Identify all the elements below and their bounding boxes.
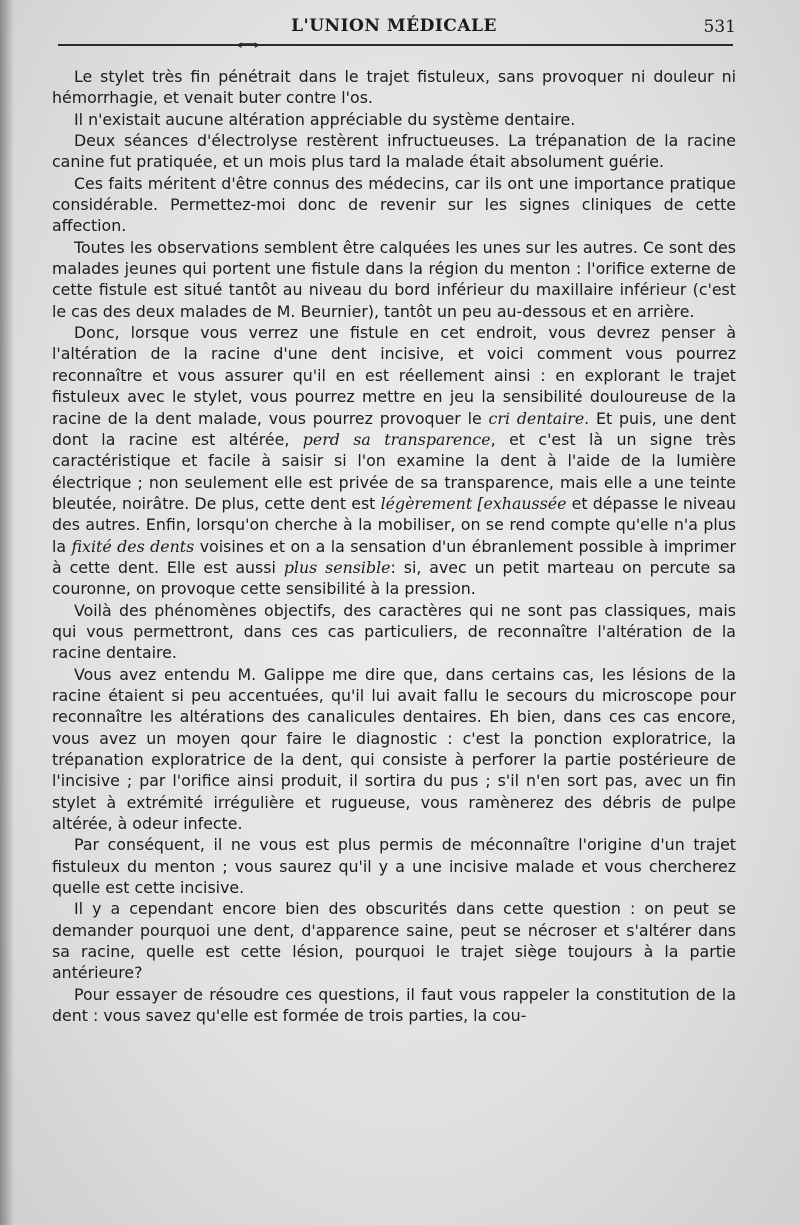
italic-phrase: cri dentaire: [488, 408, 585, 428]
text-run: Donc, lorsque vous verrez une fistule en cet endroit, vous devrez penser à l'altération de la racine d'une dent incisive, et voici comment vous pourrez reconnaître et vous assurer qu'il en est réellement ainsi : en explorant le trajet fistuleux avec le stylet, vous pourrez mettre en jeu la sensibilité douloureuse de la racine de la dent malade, vous pourrez provoquer le: [52, 323, 736, 428]
text-run: Par conséquent, il ne vous est plus permis de méconnaître l'origine d'un trajet fistuleux du menton ; vous saurez qu'il y a une incisive malade et vous chercherez quelle est cette incisive.: [52, 835, 736, 898]
italic-phrase: légèrement [exhaussée: [380, 493, 567, 513]
text-run: Vous avez entendu M. Galippe me dire que, dans certains cas, les lésions de la racine étaient si peu accentuées, qu'il lui avait fallu le secours du microscope pour reconnaître les altérations des canalicules dentaires. Eh bien, dans ces cas encore, vous avez un moyen qour faire le diagnostic : c'est la ponction exploratrice, la trépanation exploratrice de la dent, qui consiste à perforer la partie postérieure de l'incisive ; par l'orifice ainsi produit, il sortira du pus ; s'il n'en sort pas, avec un fin stylet à extrémité irrégulière et rugueuse, vous ramènerez des débris de pulpe altérée, à odeur infecte.: [52, 664, 736, 834]
paragraph: [52, 237, 736, 322]
text-run: Deux séances d'électrolyse restèrent infructueuses. La trépanation de la racine canine fut pratiquée, et un mois plus tard la malade était absolument guérie.: [52, 131, 736, 172]
paragraph: [52, 984, 736, 1027]
paragraph: [52, 130, 736, 173]
text-run: voisines et on a la sensation d'un ébranlement possible à imprimer à cette dent. Elle est aussi: [52, 536, 736, 577]
body-text: [52, 66, 736, 1026]
paragraph: [52, 834, 736, 898]
italic-phrase: plus sensible: [283, 557, 391, 577]
paragraph: [52, 109, 736, 130]
header-rule: [58, 44, 733, 46]
paragraph: [52, 322, 736, 599]
paragraph: [52, 600, 736, 664]
rule-ornament: ◂━━▸: [236, 38, 261, 51]
italic-phrase: perd sa transparence: [302, 429, 491, 449]
paragraph: [52, 664, 736, 835]
page-binding-shadow: [0, 0, 14, 1225]
italic-phrase: fixité des dents: [71, 536, 195, 556]
text-run: : si, avec un petit marteau on percute sa couronne, on provoque cette sensibilité à la pression.: [52, 557, 736, 599]
text-run: . Et puis, une dent dont la racine est altérée,: [52, 408, 737, 449]
paragraph: [52, 66, 736, 109]
text-run: Toutes les observations semblent être calquées les unes sur les autres. Ce sont des malades jeunes qui portent une fistule dans la région du menton : l'orifice externe de cette fistule est situé tantôt au niveau du bord inférieur du maxillaire inférieur (c'est le cas des deux malades de M. Beurnier), tantôt un peu au-dessous et en arrière.: [52, 237, 736, 321]
text-run: Il n'existait aucune altération appréciable du système dentaire.: [74, 109, 576, 129]
text-run: Ces faits méritent d'être connus des médecins, car ils ont une importance pratique considérable. Permettez-moi donc de revenir sur les signes cliniques de cette affection.: [52, 173, 736, 236]
text-run: Il y a cependant encore bien des obscurités dans cette question : on peut se demander pourquoi une dent, d'apparence saine, peut se nécroser et s'altérer dans sa racine, quelle est cette lésion, pourquoi le trajet siège toujours à la partie antérieure?: [52, 899, 736, 983]
text-run: Le stylet très fin pénétrait dans le trajet fistuleux, sans provoquer ni douleur ni hémorrhagie, et venait buter contre l'os.: [52, 67, 736, 108]
text-run: Voilà des phénomènes objectifs, des caractères qui ne sont pas classiques, mais qui vous permettront, dans ces cas particuliers, de reconnaître l'altération de la racine dentaire.: [52, 600, 736, 663]
text-run: Pour essayer de résoudre ces questions, il faut vous rappeler la constitution de la dent : vous savez qu'elle est formée de trois parties, la cou-: [52, 984, 736, 1026]
paragraph: [52, 173, 736, 237]
text-run: et dépasse le niveau des autres. Enfin, lorsqu'on cherche à la mobiliser, on se rend compte qu'elle n'a plus la: [52, 493, 736, 556]
text-run: , et c'est là un signe très caractéristique et facile à saisir si l'on examine la dent à l'aide de la lumière électrique ; non seulement elle est privée de sa transparence, mais elle a une teinte bleutée, noirâtre. De plus, cette dent est: [52, 429, 736, 513]
running-head: [52, 14, 736, 44]
journal-title: L'UNION MÉDICALE: [291, 16, 497, 36]
page-number: 531: [703, 17, 736, 37]
paragraph: [52, 898, 736, 983]
